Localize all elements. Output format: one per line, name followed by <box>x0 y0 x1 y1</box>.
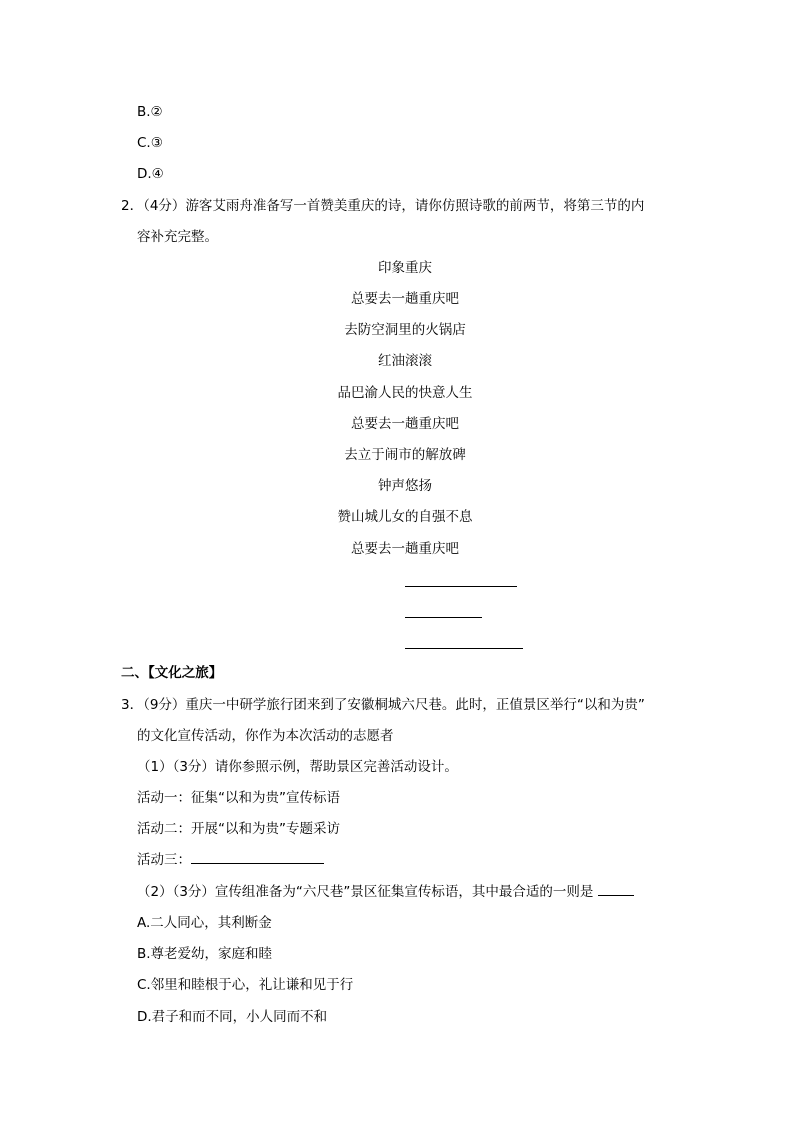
poem-line: 红油滚滚 <box>378 353 432 369</box>
q3-option-a: A.二人同心，其利断金 <box>137 915 272 931</box>
q2-text-line2: 容补充完整。 <box>137 229 218 245</box>
q3-question <box>121 696 645 714</box>
q3-option-c: C.邻里和睦根于心，礼让谦和见于行 <box>137 977 354 993</box>
poem-line: 赞山城儿女的自强不息 <box>337 509 473 525</box>
sub2-answer-blank[interactable] <box>598 883 634 896</box>
q1-option-b: B.② <box>137 104 163 120</box>
q1-option-d: D.④ <box>137 166 164 182</box>
activity3-answer-blank[interactable] <box>191 851 324 864</box>
answer-blank-line-3[interactable] <box>405 648 523 649</box>
poem-line: 品巴渝人民的快意人生 <box>337 385 473 401</box>
poem-line: 总要去一趟重庆吧 <box>351 291 459 307</box>
section-heading: 二、【文化之旅】 <box>121 665 223 681</box>
q3-number: 3． <box>121 697 144 713</box>
poem-line: 总要去一趟重庆吧 <box>351 541 459 557</box>
answer-blank-line-2[interactable] <box>405 617 482 618</box>
q3-activity3 <box>137 851 324 869</box>
q1-option-c: C.③ <box>137 135 163 151</box>
q3-sub1: （1）（3分）请你参照示例，帮助景区完善活动设计。 <box>137 759 458 775</box>
q2-score: （4分） <box>143 198 186 214</box>
q3-option-b: B.尊老爱幼，家庭和睦 <box>137 946 273 962</box>
q3-option-d: D.君子和而不同，小人同而不和 <box>137 1009 328 1025</box>
answer-blank-line-1[interactable] <box>405 586 517 587</box>
poem-line: 钟声悠扬 <box>378 478 432 494</box>
poem-title: 印象重庆 <box>378 260 432 276</box>
poem-line: 去防空洞里的火锅店 <box>344 322 466 338</box>
q3-activity1: 活动一：征集“以和为贵”宣传标语 <box>137 790 340 806</box>
q3-activity2: 活动二：开展“以和为贵”专题采访 <box>137 821 340 837</box>
q2-question <box>121 197 644 215</box>
poem-line: 去立于闹市的解放碑 <box>344 447 466 463</box>
q2-number: 2． <box>121 198 144 214</box>
q3-sub2-text: （2）（3分）宣传组准备为“六尺巷”景区征集宣传标语，其中最合适的一则是 <box>137 884 594 900</box>
q3-sub2 <box>137 883 634 901</box>
poem-line: 总要去一趟重庆吧 <box>351 416 459 432</box>
q3-activity3-label: 活动三： <box>137 852 191 868</box>
q3-text-line2: 的文化宣传活动，你作为本次活动的志愿者 <box>137 728 394 744</box>
q3-text-line1: （9分）重庆一中研学旅行团来到了安徽桐城六尺巷。此时，正值景区举行“以和为贵” <box>143 697 645 713</box>
q2-text-line1: 游客艾雨舟准备写一首赞美重庆的诗，请你仿照诗歌的前两节，将第三节的内 <box>185 198 645 214</box>
